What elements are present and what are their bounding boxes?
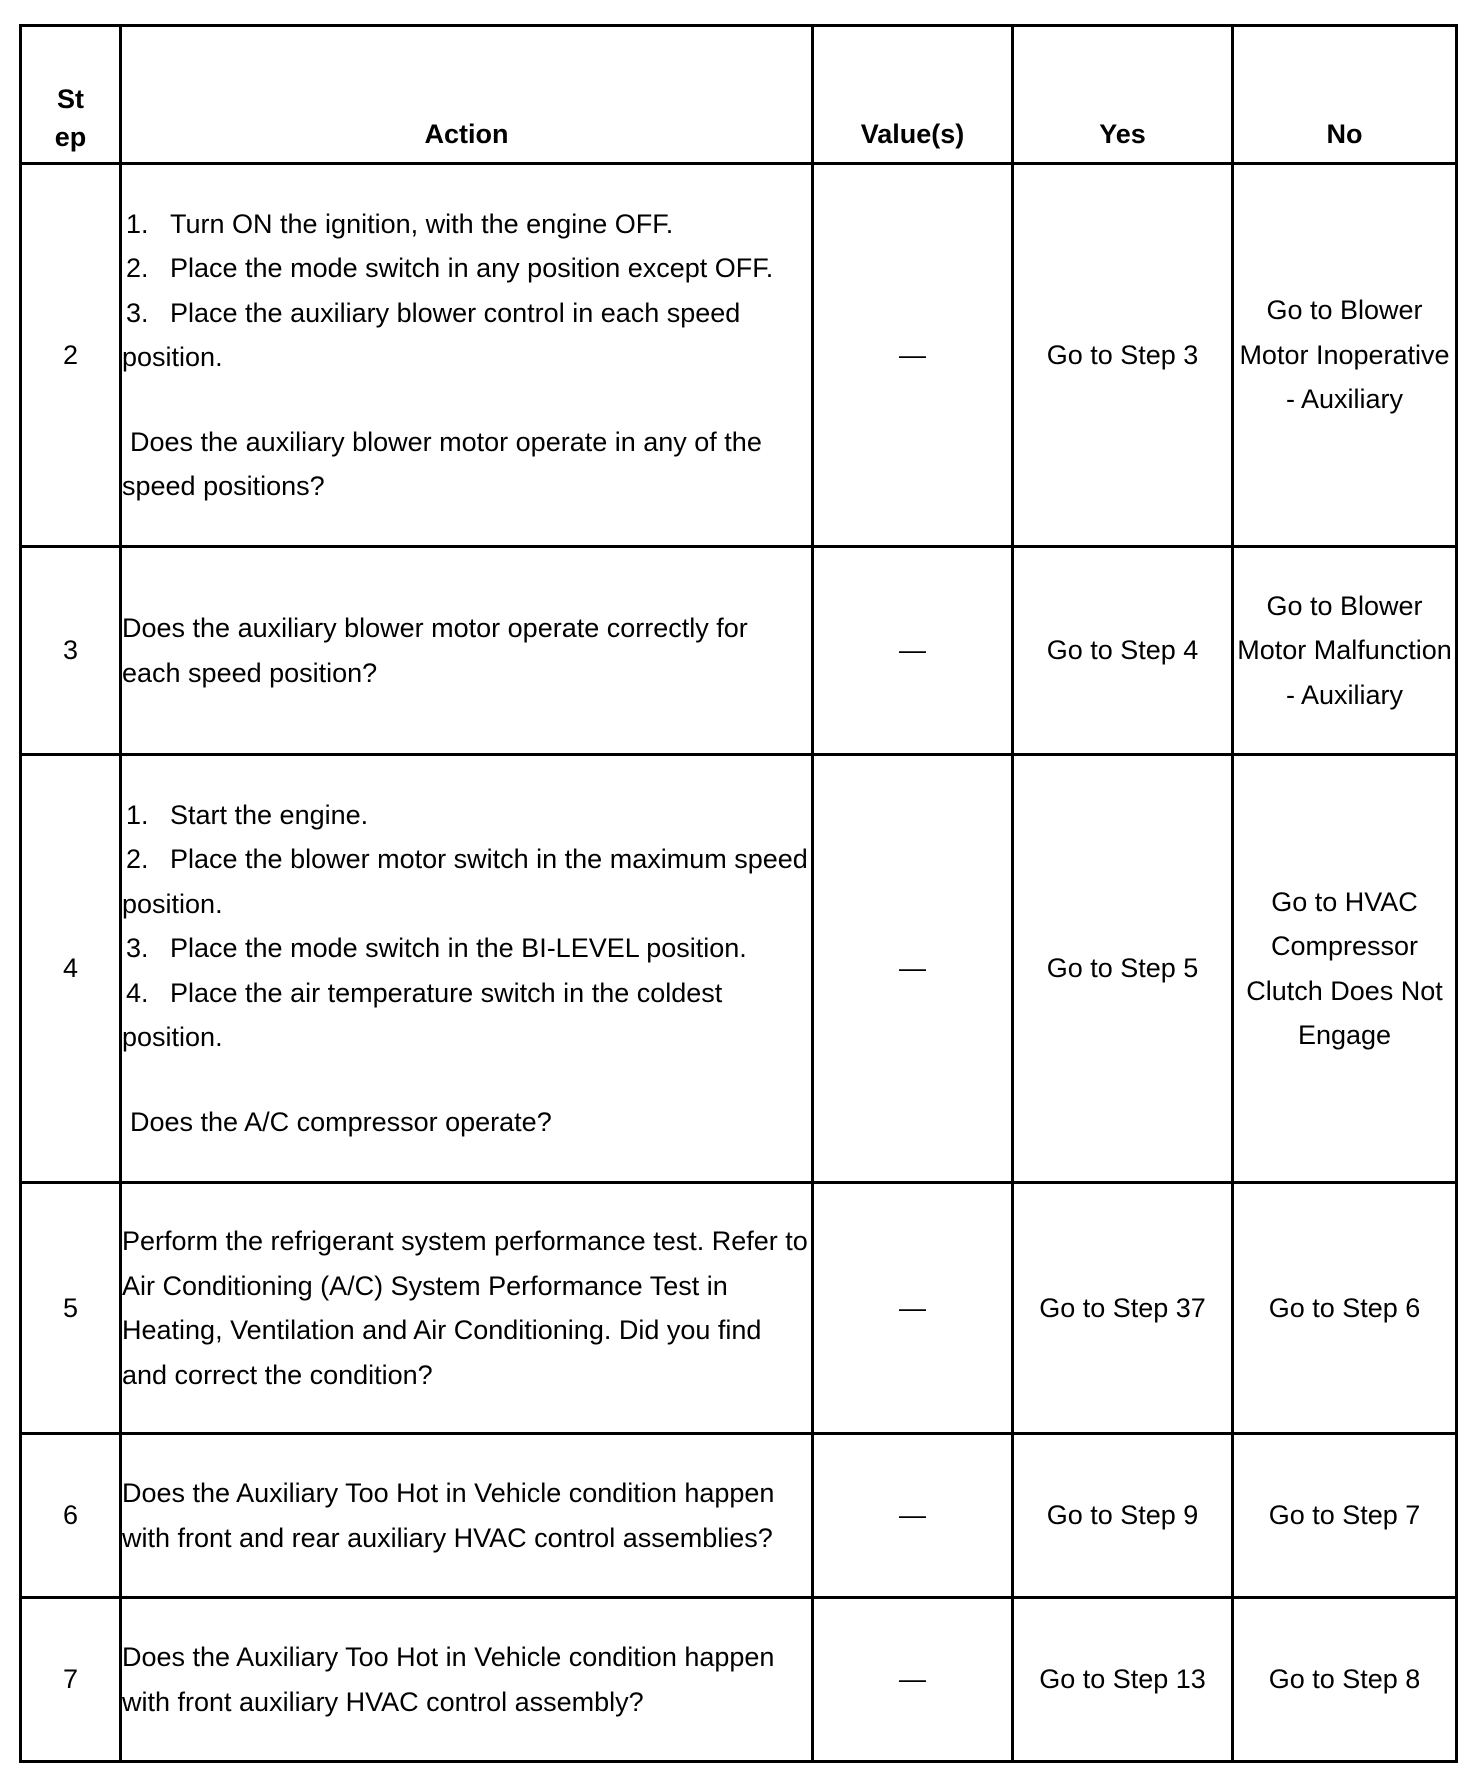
value-cell: — (813, 1434, 1013, 1598)
step-number: 3 (21, 547, 121, 755)
header-action: Action (121, 26, 813, 164)
no-cell: Go to Blower Motor Inoperative - Auxiliary (1233, 164, 1457, 547)
yes-cell: Go to Step 37 (1013, 1183, 1233, 1434)
table-row (21, 547, 1457, 755)
action-cell: Does the auxiliary blower motor operate correctly for each speed position? (121, 547, 813, 755)
no-cell: Go to Step 6 (1233, 1183, 1457, 1434)
header-step-line1: St (57, 84, 84, 114)
header-value: Value(s) (813, 26, 1013, 164)
no-cell: Go to Blower Motor Malfunction - Auxiliary (1233, 547, 1457, 755)
action-cell: Perform the refrigerant system performance test. Refer to Air Conditioning (A/C) System Performance Test in Heating, Ventilation and Air Conditioning. Did you find and correct the condition? (121, 1183, 813, 1434)
action-cell (121, 164, 813, 547)
action-item: 1. Start the engine. (126, 799, 369, 830)
table-row (21, 1183, 1457, 1434)
yes-cell: Go to Step 5 (1013, 755, 1233, 1183)
table-row (21, 164, 1457, 547)
table-row (21, 1434, 1457, 1598)
yes-cell: Go to Step 9 (1013, 1434, 1233, 1598)
table-row (21, 1598, 1457, 1762)
yes-cell: Go to Step 3 (1013, 164, 1233, 547)
action-item: 4. Place the air temperature switch in the coldest position. (122, 977, 723, 1053)
value-cell: — (813, 1598, 1013, 1762)
action-item: 3. Place the mode switch in the BI-LEVEL position. (126, 933, 747, 964)
header-step-line2: ep (54, 122, 87, 152)
diagnostic-table (19, 24, 1458, 1763)
header-row (21, 26, 1457, 164)
action-cell: Does the Auxiliary Too Hot in Vehicle condition happen with front auxiliary HVAC control assembly? (121, 1598, 813, 1762)
value-cell: — (813, 755, 1013, 1183)
value-cell: — (813, 164, 1013, 547)
action-item: 2. Place the mode switch in any position except OFF. (126, 253, 774, 283)
yes-cell: Go to Step 13 (1013, 1598, 1233, 1762)
header-yes: Yes (1013, 26, 1233, 164)
no-cell: Go to Step 8 (1233, 1598, 1457, 1762)
table-row (21, 755, 1457, 1183)
action-question: Does the A/C compressor operate? (130, 1106, 552, 1137)
step-number: 5 (21, 1183, 121, 1434)
value-cell: — (813, 547, 1013, 755)
action-item: 2. Place the blower motor switch in the maximum speed position. (122, 844, 808, 919)
action-cell: Does the Auxiliary Too Hot in Vehicle condition happen with front and rear auxiliary HVAC control assemblies? (121, 1434, 813, 1598)
yes-cell: Go to Step 4 (1013, 547, 1233, 755)
action-question: Does the auxiliary blower motor operate in any of the speed positions? (122, 426, 762, 501)
no-cell: Go to Step 7 (1233, 1434, 1457, 1598)
action-item: 1. Turn ON the ignition, with the engine OFF. (126, 208, 674, 239)
action-cell (121, 755, 813, 1183)
header-no: No (1233, 26, 1457, 164)
no-cell: Go to HVAC Compressor Clutch Does Not Engage (1233, 755, 1457, 1183)
header-step (21, 26, 121, 164)
step-number: 4 (21, 755, 121, 1183)
value-cell: — (813, 1183, 1013, 1434)
step-number: 7 (21, 1598, 121, 1762)
action-item: 3. Place the auxiliary blower control in each speed position. (122, 297, 741, 372)
step-number: 2 (21, 164, 121, 547)
step-number: 6 (21, 1434, 121, 1598)
